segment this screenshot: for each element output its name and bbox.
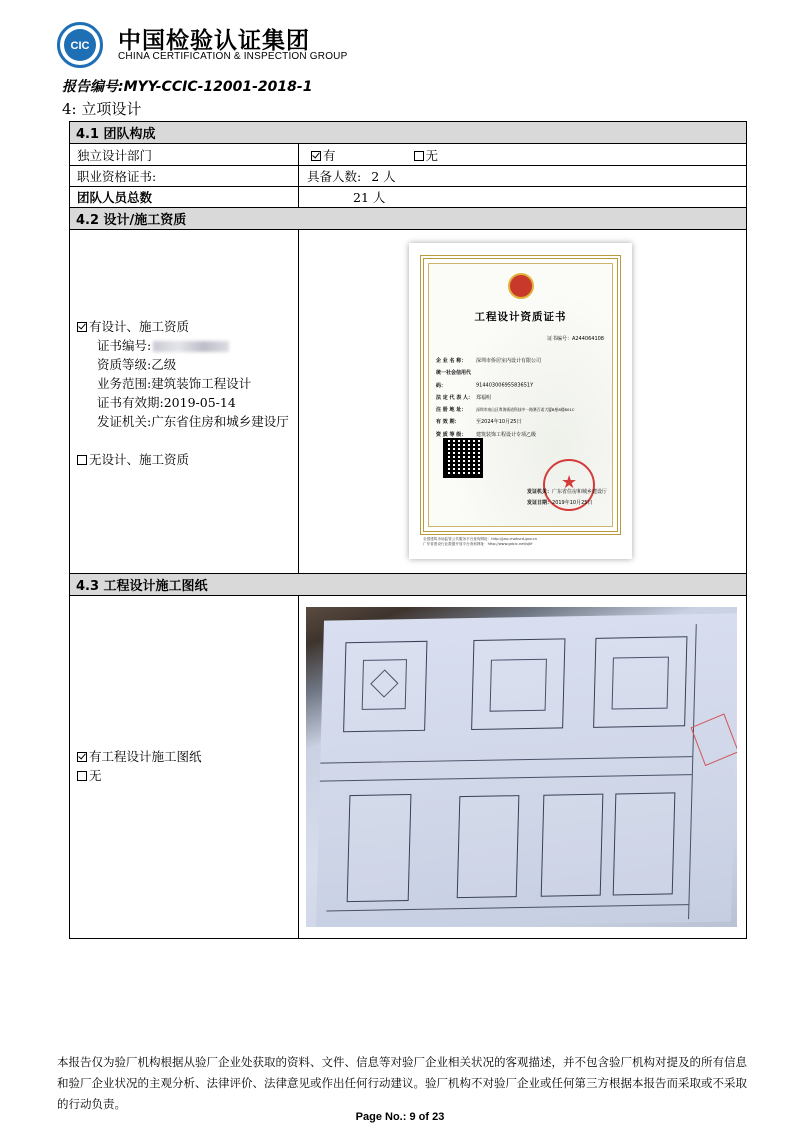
table-row xyxy=(70,187,746,208)
checkbox-icon[interactable] xyxy=(77,771,87,781)
table-row xyxy=(70,230,746,574)
table-row xyxy=(70,144,746,166)
construction-drawing-photo xyxy=(306,607,737,927)
grade-label: 资质等级: xyxy=(97,357,152,372)
checkbox-checked-icon[interactable] xyxy=(77,322,87,332)
issuer-value: 广东省住房和城乡建设厅 xyxy=(151,414,289,429)
row-label: 独立设计部门 xyxy=(70,144,299,165)
blueprint-sheet xyxy=(316,613,737,927)
no-drawing-label: 无 xyxy=(89,768,102,783)
certificate-fields: 企 业 名 称： 深圳市侨居室内设计有限公司 统一社会信用代码： 91440300695583651Y 法 定 代 表 人： 郑福明 注 册 地 址： 深圳市南山区粤海街道科技中一路赛百诺大厦B座8楼801C 有 效 期： 至2024年10月25日 资 质 等 级： 建筑装饰工程设计专项乙级 xyxy=(436,358,575,438)
validity-value: 2019-05-14 xyxy=(163,395,236,410)
national-emblem-icon xyxy=(508,273,534,299)
certificate-issue-info: 发证机关：广东省住房和城乡建设厅 发证日期：2019年10月25日 xyxy=(527,489,608,506)
scope-label: 业务范围: xyxy=(97,376,152,391)
scope-value: 建筑装饰工程设计 xyxy=(151,376,252,391)
row-value xyxy=(299,144,746,165)
has-drawing-label: 有工程设计施工图纸 xyxy=(89,749,202,764)
checkbox-checked-icon[interactable] xyxy=(311,151,321,161)
organization-name-cn: 中国检验认证集团 xyxy=(118,28,310,54)
cert-no-label: 证书编号: xyxy=(97,338,152,353)
page-number: Page No.: 9 of 23 xyxy=(355,1111,445,1123)
cic-logo-icon xyxy=(57,22,103,68)
drawing-details xyxy=(70,596,299,938)
option-yes-label: 有 xyxy=(323,147,336,163)
checkbox-checked-icon[interactable] xyxy=(77,752,87,762)
section-title: 4: 立项设计 xyxy=(62,100,142,118)
has-qualification-label: 有设计、施工资质 xyxy=(89,319,190,334)
issuer-label: 发证机关: xyxy=(97,414,152,429)
disclaimer-text: 本报告仅为验厂机构根据从验厂企业处获取的资料、文件、信息等对验厂企业相关状况的客观描述，并不包含验厂机构对提及的所有信息和验厂企业状况的主观分析、法律评价、法律意见或作出任何行动建议。验厂机构不对验厂企业或任何第三方根据本报告而采取或不采取的行动负责。 xyxy=(57,1055,747,1111)
checkbox-icon[interactable] xyxy=(77,455,87,465)
certificate-footer: 全国建筑市场监管公共服务平台查询网址：http://jzsc.mohurd.gov.cn 广东省建设行业数据开放平台查询网址：http://www.gdcic.net/sjkf xyxy=(423,537,537,546)
section-header-label: 4.1 团队构成 xyxy=(76,127,156,142)
row-label: 职业资格证书: xyxy=(70,166,299,186)
section-header-4-1 xyxy=(70,122,746,144)
certificate-title: 工程设计资质证书 xyxy=(474,311,567,323)
redacted-cert-number xyxy=(153,341,229,352)
no-qualification-label: 无设计、施工资质 xyxy=(89,452,190,467)
certificate-number: 证书编号：A244064108 xyxy=(546,336,604,342)
row-label: 团队人员总数 xyxy=(70,187,299,207)
section-header-4-3 xyxy=(70,574,746,596)
option-no-label: 无 xyxy=(425,147,439,163)
section-header-label: 4.2 设计/施工资质 xyxy=(76,213,187,228)
row-value xyxy=(299,166,746,186)
report-number: 报告编号:MYY-CCIC-12001-2018-1 xyxy=(62,79,313,95)
logo-text: CIC xyxy=(70,40,90,52)
qualification-certificate-image xyxy=(409,243,632,559)
organization-name-en: CHINA CERTIFICATION & INSPECTION GROUP xyxy=(118,51,348,62)
row-value: 21 人 xyxy=(353,190,386,205)
section-header-4-2 xyxy=(70,208,746,230)
count-value: 2 人 xyxy=(371,169,396,184)
table-row xyxy=(70,166,746,187)
checkbox-icon[interactable] xyxy=(414,151,424,161)
qualification-details xyxy=(70,230,299,573)
qr-code-icon xyxy=(443,438,483,478)
validity-label: 证书有效期: xyxy=(97,395,164,410)
count-label: 具备人数: xyxy=(307,169,362,184)
section-header-label: 4.3 工程设计施工图纸 xyxy=(76,579,208,594)
grade-value: 乙级 xyxy=(151,357,177,372)
